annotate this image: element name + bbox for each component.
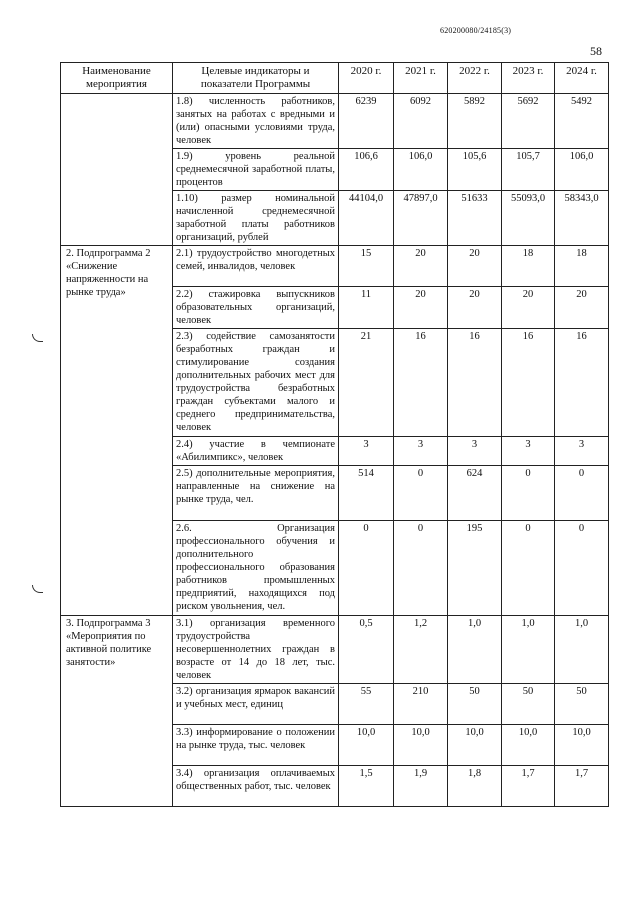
value-cell: 6092 bbox=[394, 94, 448, 149]
value-cell: 50 bbox=[555, 684, 609, 725]
value-cell: 51633 bbox=[448, 191, 502, 246]
value-cell: 0 bbox=[555, 521, 609, 616]
value-cell: 10,0 bbox=[502, 725, 555, 766]
value-cell: 195 bbox=[448, 521, 502, 616]
value-cell: 55 bbox=[339, 684, 394, 725]
document-code: 620200080/24185(3) bbox=[440, 26, 512, 35]
page-number: 58 bbox=[590, 44, 602, 58]
value-cell: 1,0 bbox=[555, 616, 609, 684]
header-indicator: Целевые индикаторы и показатели Программы bbox=[173, 63, 339, 94]
table-row bbox=[61, 94, 609, 149]
indicator-cell: 3.4) организация оплачиваемых общественных работ, тыс. человек bbox=[173, 766, 339, 807]
event-cell: 3. Подпрограмма 3 «Мероприятия по активной политике занятости» bbox=[61, 616, 173, 807]
value-cell: 210 bbox=[394, 684, 448, 725]
binding-mark bbox=[32, 585, 43, 593]
event-cell bbox=[61, 94, 173, 246]
value-cell: 16 bbox=[555, 329, 609, 437]
value-cell: 20 bbox=[448, 287, 502, 329]
value-cell: 106,0 bbox=[555, 149, 609, 191]
value-cell: 47897,0 bbox=[394, 191, 448, 246]
value-cell: 3 bbox=[394, 437, 448, 466]
value-cell: 105,6 bbox=[448, 149, 502, 191]
header-row bbox=[61, 63, 609, 94]
value-cell: 0 bbox=[394, 521, 448, 616]
value-cell: 50 bbox=[448, 684, 502, 725]
indicator-cell: 1.8) численность работников, занятых на работах с вредными и (или) опасными условиями труда, человек bbox=[173, 94, 339, 149]
indicator-cell: 2.5) дополнительные мероприятия, направленные на снижение на рынке труда, чел. bbox=[173, 466, 339, 521]
value-cell: 1,2 bbox=[394, 616, 448, 684]
indicator-cell: 2.6. Организация профессионального обучения и дополнительного профессионального образования работников промышленных предприятий, находящихся под риском увольнения, чел. bbox=[173, 521, 339, 616]
indicator-cell: 2.3) содействие самозанятости безработных граждан и стимулирование создания дополнительных рабочих мест для трудоустройства безработных граждан субъектами малого и среднего предпринимательства, человек bbox=[173, 329, 339, 437]
indicator-cell: 3.3) информирование о положении на рынке труда, тыс. человек bbox=[173, 725, 339, 766]
value-cell: 16 bbox=[502, 329, 555, 437]
value-cell: 106,6 bbox=[339, 149, 394, 191]
value-cell: 0 bbox=[555, 466, 609, 521]
value-cell: 0 bbox=[394, 466, 448, 521]
event-cell: 2. Подпрограмма 2 «Снижение напряженности на рынке труда» bbox=[61, 246, 173, 616]
value-cell: 106,0 bbox=[394, 149, 448, 191]
value-cell: 50 bbox=[502, 684, 555, 725]
value-cell: 10,0 bbox=[448, 725, 502, 766]
value-cell: 20 bbox=[448, 246, 502, 287]
value-cell: 0 bbox=[339, 521, 394, 616]
value-cell: 20 bbox=[394, 246, 448, 287]
header-year: 2020 г. bbox=[339, 63, 394, 94]
value-cell: 20 bbox=[394, 287, 448, 329]
header-event: Наименование мероприятия bbox=[61, 63, 173, 94]
indicator-cell: 3.1) организация временного трудоустройства несовершеннолетних граждан в возрасте от 14 до 18 лет, тыс. человек bbox=[173, 616, 339, 684]
value-cell: 58343,0 bbox=[555, 191, 609, 246]
value-cell: 44104,0 bbox=[339, 191, 394, 246]
value-cell: 514 bbox=[339, 466, 394, 521]
value-cell: 624 bbox=[448, 466, 502, 521]
value-cell: 3 bbox=[555, 437, 609, 466]
value-cell: 18 bbox=[502, 246, 555, 287]
value-cell: 3 bbox=[339, 437, 394, 466]
value-cell: 10,0 bbox=[394, 725, 448, 766]
value-cell: 10,0 bbox=[339, 725, 394, 766]
value-cell: 1,7 bbox=[555, 766, 609, 807]
value-cell: 3 bbox=[502, 437, 555, 466]
value-cell: 1,0 bbox=[448, 616, 502, 684]
value-cell: 20 bbox=[502, 287, 555, 329]
value-cell: 0 bbox=[502, 521, 555, 616]
header-year: 2023 г. bbox=[502, 63, 555, 94]
value-cell: 10,0 bbox=[555, 725, 609, 766]
value-cell: 6239 bbox=[339, 94, 394, 149]
value-cell: 1,5 bbox=[339, 766, 394, 807]
header-year: 2021 г. bbox=[394, 63, 448, 94]
table-row bbox=[61, 616, 609, 684]
value-cell: 1,7 bbox=[502, 766, 555, 807]
header-year: 2022 г. bbox=[448, 63, 502, 94]
value-cell: 15 bbox=[339, 246, 394, 287]
indicators-table bbox=[60, 62, 609, 807]
value-cell: 0 bbox=[502, 466, 555, 521]
value-cell: 20 bbox=[555, 287, 609, 329]
header-year: 2024 г. bbox=[555, 63, 609, 94]
indicator-cell: 2.4) участие в чемпионате «Абилимпикс», человек bbox=[173, 437, 339, 466]
value-cell: 11 bbox=[339, 287, 394, 329]
value-cell: 55093,0 bbox=[502, 191, 555, 246]
value-cell: 5692 bbox=[502, 94, 555, 149]
value-cell: 0,5 bbox=[339, 616, 394, 684]
value-cell: 5892 bbox=[448, 94, 502, 149]
indicator-cell: 1.9) уровень реальной среднемесячной заработной платы, процентов bbox=[173, 149, 339, 191]
value-cell: 1,0 bbox=[502, 616, 555, 684]
value-cell: 3 bbox=[448, 437, 502, 466]
binding-mark bbox=[32, 334, 43, 342]
value-cell: 1,9 bbox=[394, 766, 448, 807]
value-cell: 16 bbox=[448, 329, 502, 437]
value-cell: 21 bbox=[339, 329, 394, 437]
indicator-cell: 1.10) размер номинальной начисленной среднемесячной заработной платы работников организаций, рублей bbox=[173, 191, 339, 246]
table-row bbox=[61, 246, 609, 287]
value-cell: 18 bbox=[555, 246, 609, 287]
indicator-cell: 2.2) стажировка выпускников образовательных организаций, человек bbox=[173, 287, 339, 329]
value-cell: 1,8 bbox=[448, 766, 502, 807]
indicator-cell: 3.2) организация ярмарок вакансий и учебных мест, единиц bbox=[173, 684, 339, 725]
indicator-cell: 2.1) трудоустройство многодетных семей, инвалидов, человек bbox=[173, 246, 339, 287]
value-cell: 5492 bbox=[555, 94, 609, 149]
value-cell: 105,7 bbox=[502, 149, 555, 191]
value-cell: 16 bbox=[394, 329, 448, 437]
